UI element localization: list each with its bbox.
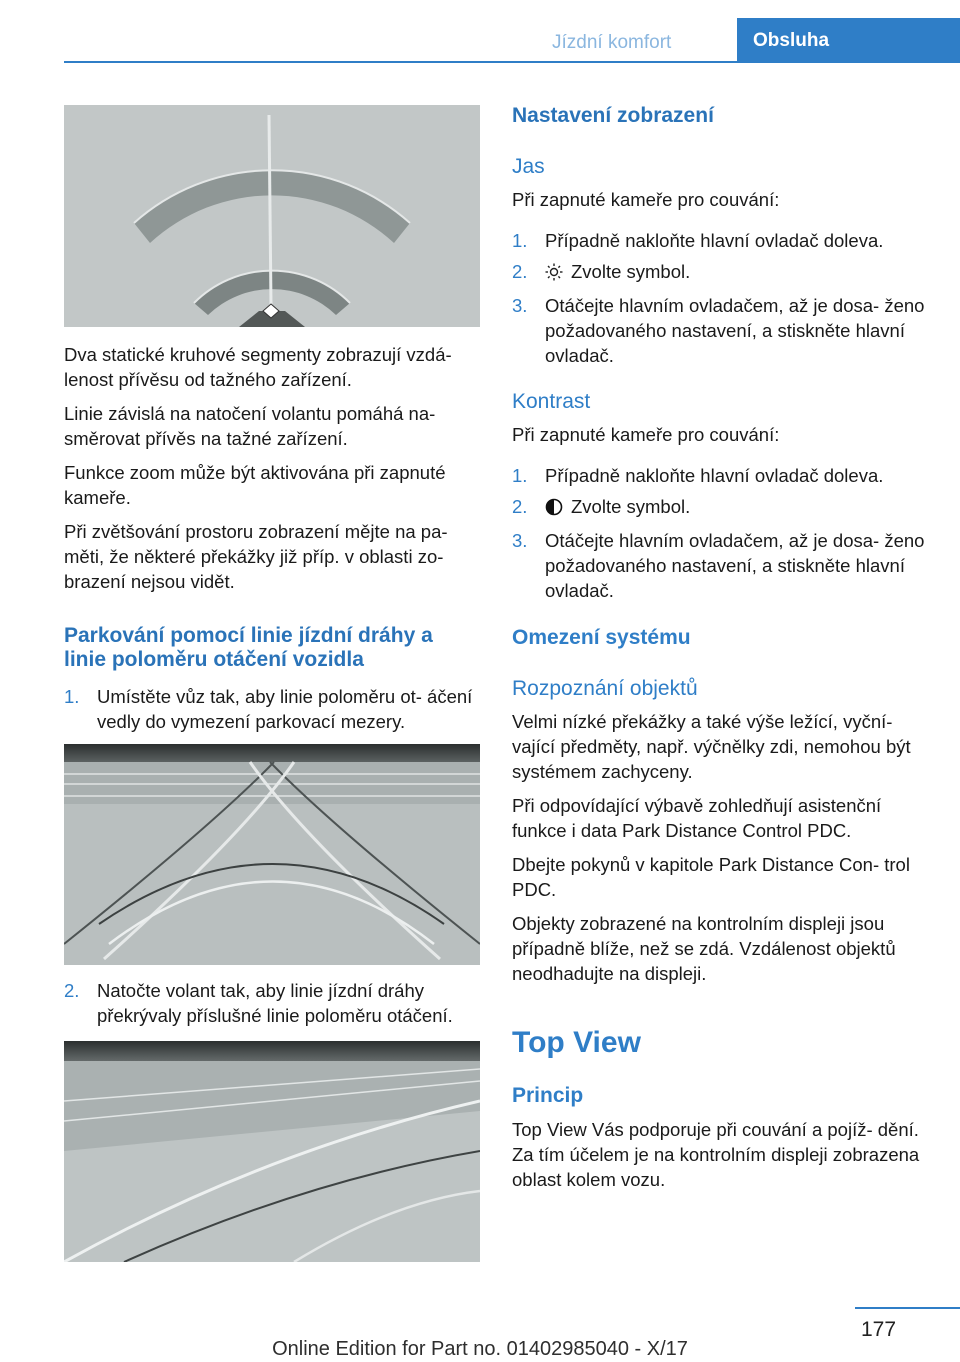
- parking-lines-image-1: [64, 744, 480, 965]
- paragraph: Dbejte pokynů v kapitole Park Distance Con‐ trol PDC.: [512, 854, 910, 900]
- edition-footer: Online Edition for Part no. 01402985040 - X/17: [272, 1338, 688, 1360]
- step-text: Zvolte symbol.: [571, 496, 691, 517]
- paragraph: Funkce zoom může být aktivována při zapnuté kameře.: [64, 462, 446, 508]
- parking-step-1: [64, 684, 482, 740]
- contrast-icon: [545, 497, 563, 522]
- section-heading-parking: Parkování pomocí linie jízdní dráhy a linie poloměru otáčení vozidla: [64, 624, 433, 671]
- paragraph: Objekty zobrazené na kontrolním displeji jsou případně blíže, než se zdá. Vzdálenost objektů neodhadujte na displeji.: [512, 913, 896, 984]
- header-tab: [737, 18, 960, 63]
- step-text: Umístěte vůz tak, aby linie poloměru ot‐ áčení vedly do vymezení parkovací mezery.: [97, 686, 473, 732]
- step-text: Natočte volant tak, aby linie jízdní dráhy překrývaly příslušné linie poloměru otáčení.: [97, 980, 453, 1026]
- list-item: [512, 259, 932, 287]
- paragraph: Při odpovídající výbavě zohledňují asistenční funkce i data Park Distance Control PDC.: [512, 795, 882, 841]
- list-item: [512, 228, 932, 253]
- step-number: 1.: [512, 465, 528, 486]
- list-item: [512, 528, 932, 603]
- page-number-divider: [855, 1307, 960, 1309]
- subheading-recognition: Rozpoznání objektů: [512, 677, 698, 700]
- subheading-jas: Jas: [512, 155, 545, 178]
- left-text-block: [64, 342, 482, 603]
- paragraph: Velmi nízké překážky a také výše ležící, vyční‐ vající předměty, např. výčnělky zdi, nemohou být systémem zachyceny.: [512, 711, 911, 782]
- principle-block: [512, 1117, 932, 1201]
- header-divider: [64, 61, 960, 63]
- list-item: [512, 463, 932, 488]
- step-text: Zvolte symbol.: [571, 261, 691, 282]
- trailer-hitch-view-image: [64, 105, 480, 327]
- step-number: 3.: [512, 295, 528, 316]
- step-text: Otáčejte hlavním ovladačem, až je dosa‐ ženo požadovaného nastavení, a stiskněte hlavní ovladač.: [545, 530, 925, 601]
- list-item: [512, 293, 932, 368]
- step-number: 1.: [512, 230, 528, 251]
- step-number: 2.: [64, 980, 80, 1001]
- step-text: Případně nakloňte hlavní ovladač doleva.: [545, 230, 884, 251]
- subheading-kontrast: Kontrast: [512, 390, 591, 413]
- paragraph: Linie závislá na natočení volantu pomáhá na‐ směrovat přívěs na tažné zařízení.: [64, 403, 436, 449]
- page-number: 177: [861, 1318, 897, 1341]
- paragraph: Při zvětšování prostoru zobrazení mějte na pa‐ měti, že některé překážky již příp. v oblasti zo‐ brazení nejsou vidět.: [64, 521, 448, 592]
- intro-text: Při zapnuté kameře pro couvání:: [512, 189, 780, 210]
- intro-text: Při zapnuté kameře pro couvání:: [512, 424, 780, 445]
- subheading-principle: Princip: [512, 1084, 584, 1107]
- step-number: 3.: [512, 530, 528, 551]
- section-heading-display: Nastavení zobrazení: [512, 104, 714, 127]
- header-section: Jízdní komfort: [552, 32, 672, 53]
- list-item: [512, 494, 932, 522]
- parking-step-2: [64, 978, 482, 1034]
- step-number: 2.: [512, 261, 528, 282]
- sun-icon: [545, 262, 563, 287]
- list-item: [64, 978, 482, 1028]
- parking-lines-image-2: [64, 1041, 480, 1262]
- header-tab-label: Obsluha: [753, 29, 830, 51]
- section-heading-limits: Omezení systému: [512, 626, 691, 649]
- paragraph: Dva statické kruhové segmenty zobrazují vzdá‐ lenost přívěsu od tažného zařízení.: [64, 344, 452, 390]
- section-heading-top-view: Top View: [512, 1026, 641, 1059]
- step-number: 2.: [512, 496, 528, 517]
- recognition-block: [512, 709, 932, 995]
- paragraph: Top View Vás podporuje při couvání a pojíž‐ dění. Za tím účelem je na kontrolním displeji zobrazena oblast kolem vozu.: [512, 1119, 920, 1190]
- jas-block: [512, 187, 932, 374]
- list-item: [64, 684, 482, 734]
- step-text: Otáčejte hlavním ovladačem, až je dosa‐ ženo požadovaného nastavení, a stiskněte hlavní ovladač.: [545, 295, 925, 366]
- kontrast-block: [512, 422, 932, 609]
- step-text: Případně nakloňte hlavní ovladač doleva.: [545, 465, 884, 486]
- step-number: 1.: [64, 686, 80, 707]
